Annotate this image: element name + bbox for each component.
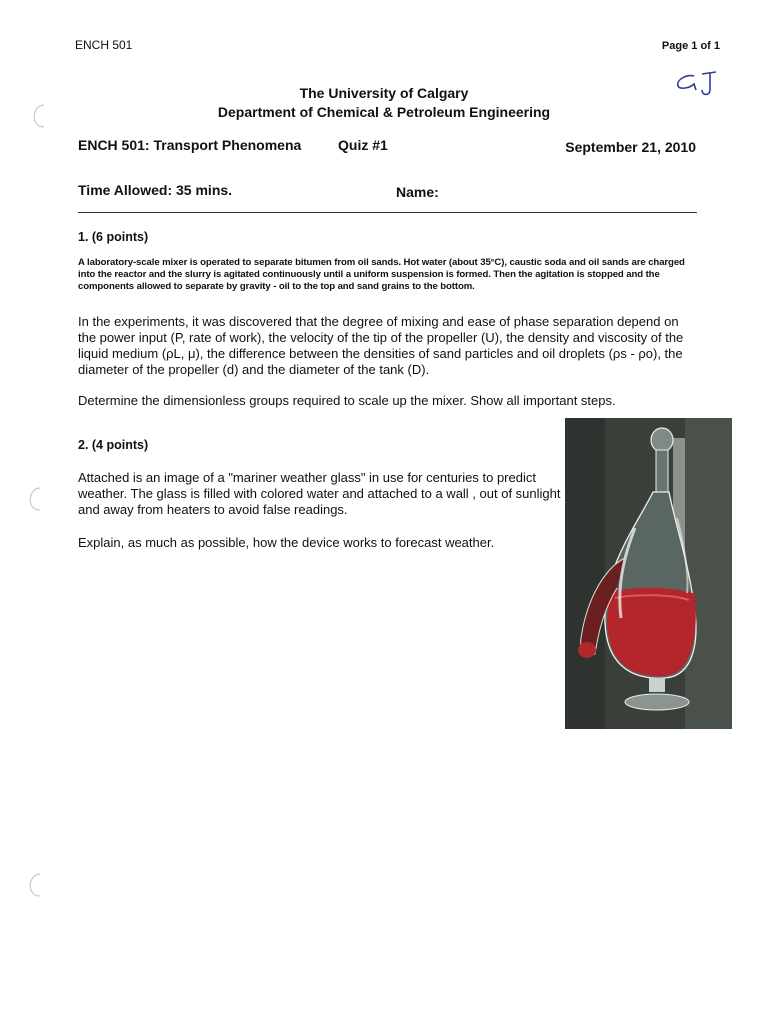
weather-glass-photo	[565, 418, 732, 729]
name-label: Name:	[396, 184, 439, 200]
header-course-code: ENCH 501	[75, 38, 133, 52]
divider	[78, 212, 697, 213]
question-2-body: Attached is an image of a "mariner weather glass" in use for centuries to predict weather. The glass is filled with colored water and attached to a wall , out of sunlight and away from heaters to avoid false readings.	[78, 470, 561, 517]
question-1-task: Determine the dimensionless groups required to scale up the mixer. Show all important steps.	[78, 393, 616, 408]
punch-hole-icon	[24, 486, 42, 512]
course-title: ENCH 501: Transport Phenomena	[78, 137, 302, 153]
question-1-intro: A laboratory-scale mixer is operated to separate bitumen from oil sands. Hot water (about 35°C), caustic soda and oil sands are charged into the reactor and the slurry is agitated continuously until a uniform suspension is formed. Then the agitation is stopped and the components allowed to separate by gravity - oil to the top and sand grains to the bottom.	[78, 257, 685, 292]
page-number: Page 1 of 1	[661, 40, 720, 52]
quiz-label: Quiz #1	[338, 137, 388, 153]
punch-hole-icon	[24, 872, 42, 898]
quiz-date: September 21, 2010	[565, 139, 696, 155]
question-2-task: Explain, as much as possible, how the device works to forecast weather.	[78, 535, 495, 550]
time-allowed: Time Allowed: 35 mins.	[78, 182, 233, 198]
university-title: The University of Calgary	[299, 85, 469, 101]
question-2-heading: 2. (4 points)	[78, 438, 149, 452]
department-title: Department of Chemical & Petroleum Engineering	[217, 104, 551, 120]
question-1-heading: 1. (6 points)	[78, 230, 149, 244]
weather-glass-icon	[565, 418, 732, 729]
punch-hole-icon	[28, 103, 46, 129]
question-1-body: In the experiments, it was discovered that the degree of mixing and ease of phase separation depend on the power input (P, rate of work), the velocity of the tip of the propeller (U), the density and viscosity of the liquid medium (ρL, μ), the difference between the densities of sand particles and oil droplets (ρs - ρo), the diameter of the propeller (d) and the diameter of the tank (D).	[78, 314, 684, 377]
